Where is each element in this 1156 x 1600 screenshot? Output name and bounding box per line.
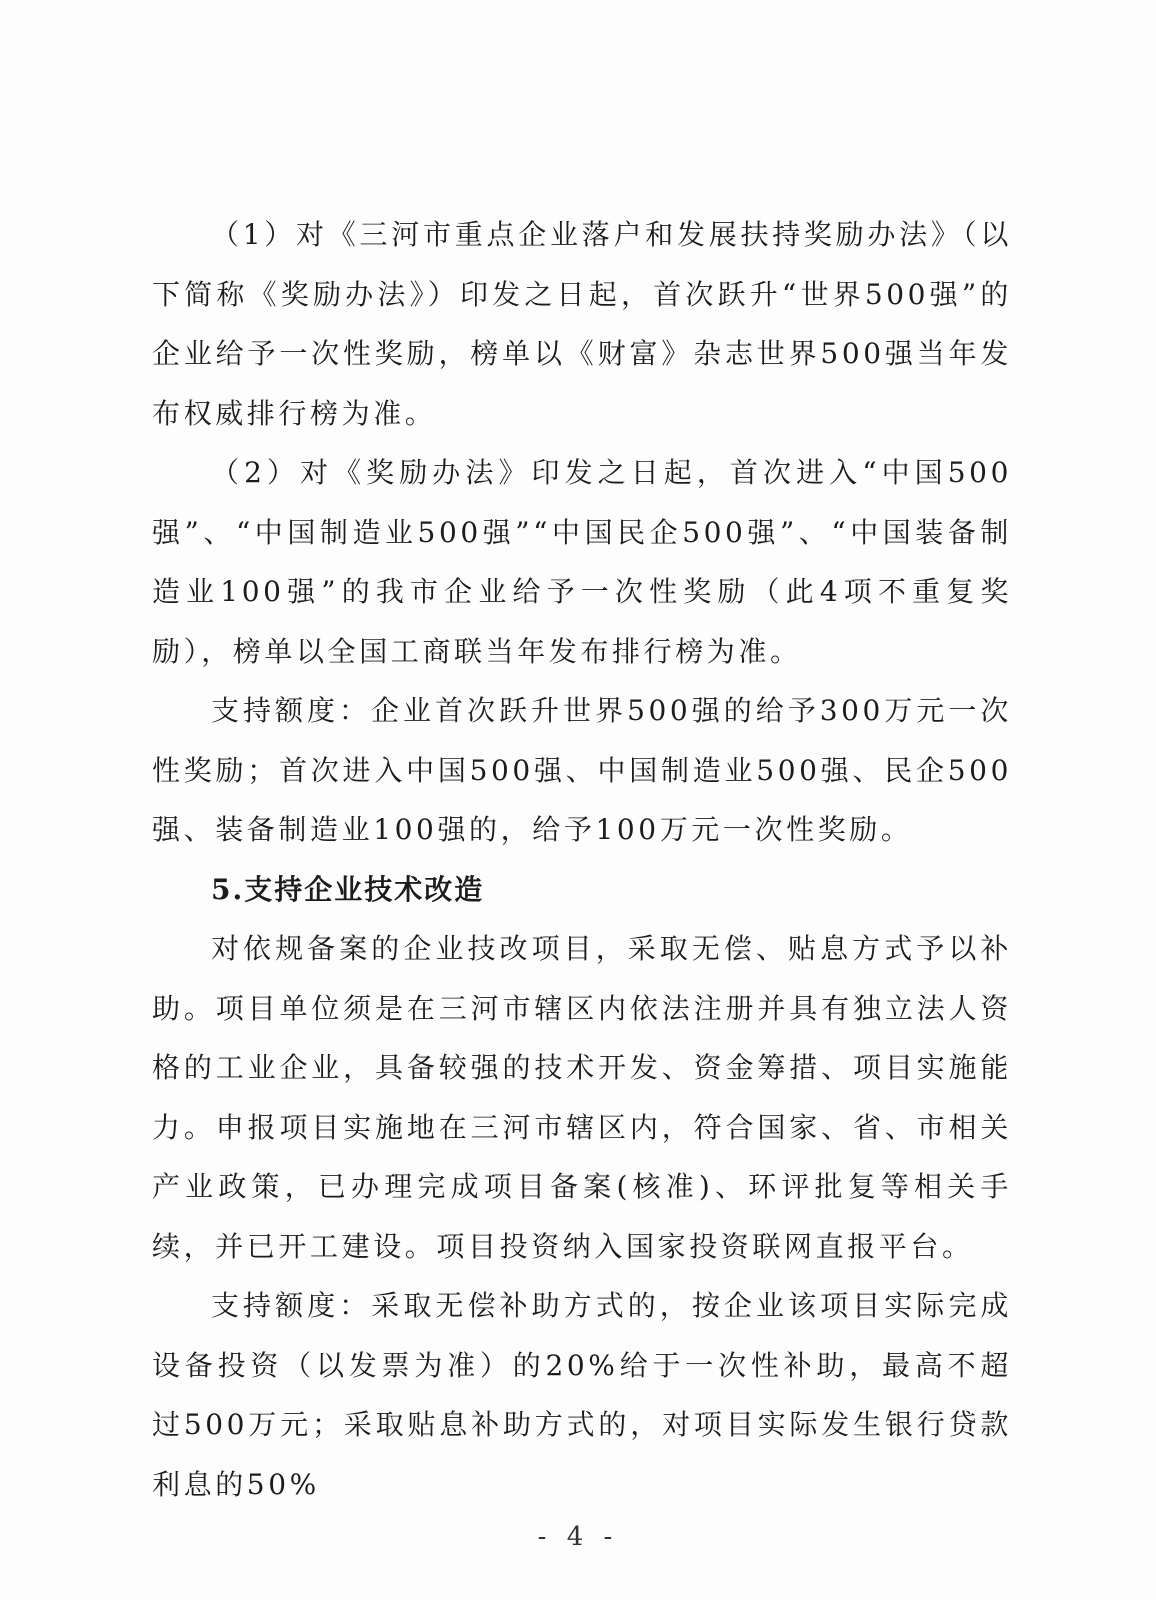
paragraph-tech-support-amount: 支持额度：采取无偿补助方式的，按企业该项目实际完成设备投资（以发票为准）的20%给于一次性补助，最高不超过500万元；采取贴息补助方式的，对项目实际发生银行贷款利息的50% (152, 1289, 1012, 1501)
paragraph-support-amount: 支持额度：企业首次跃升世界500强的给予300万元一次性奖励；首次进入中国500强、中国制造业500强、民企500强、装备制造业100强的，给予100万元一次性奖励。 (152, 694, 1012, 846)
paragraph-tech-renovation: 对依规备案的企业技改项目，采取无偿、贴息方式予以补助。项目单位须是在三河市辖区内依法注册并具有独立法人资格的工业企业，具备较强的技术开发、资金筹措、项目实施能力。申报项目实施地在三河市辖区内，符合国家、省、市相关产业政策，已办理完成项目备案(核准)、环评批复等相关手续，并已开工建设。项目投资纳入国家投资联网直报平台。 (152, 932, 1012, 1263)
paragraph-clause-1: （1）对《三河市重点企业落户和发展扶持奖励办法》（以下简称《奖励办法》）印发之日起，首次跃升“世界500强”的企业给予一次性奖励，榜单以《财富》杂志世界500强当年发布权威排行榜为准。 (152, 218, 1012, 430)
paragraph-clause-2: （2）对《奖励办法》印发之日起，首次进入“中国500强”、“中国制造业500强”“中国民企500强”、“中国装备制造业100强”的我市企业给予一次性奖励（此4项不重复奖励），榜单以全国工商联当年发布排行榜为准。 (152, 456, 1012, 668)
body-text (152, 205, 1012, 1514)
page-number: - 4 - (537, 1522, 619, 1552)
section-heading: 5.支持企业技术改造 (211, 872, 485, 906)
